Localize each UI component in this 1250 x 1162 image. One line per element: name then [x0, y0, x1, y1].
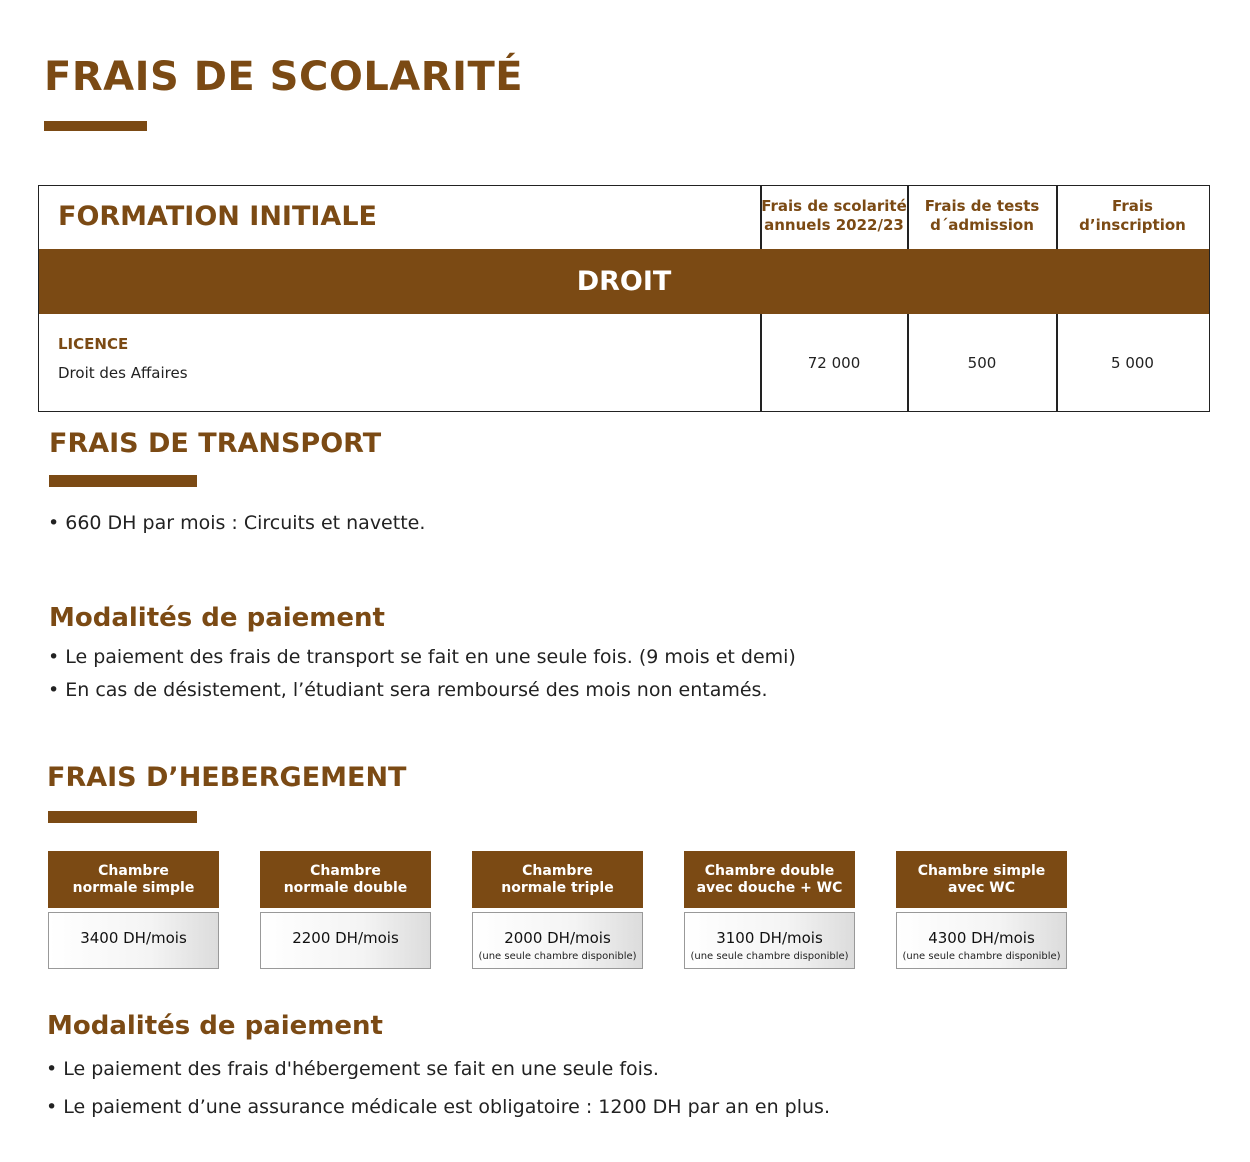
transport-line: • 660 DH par mois : Circuits et navette.: [48, 512, 426, 534]
room-card: [684, 851, 855, 969]
room-name: Chambre double avec douche + WC: [684, 851, 855, 908]
section-band: [39, 249, 1209, 314]
room-note: (une seule chambre disponible): [902, 951, 1061, 962]
room-card: [896, 851, 1067, 969]
housing-payment-line: • Le paiement des frais d'hébergement se fait en une seule fois.: [46, 1058, 659, 1080]
room-card: [48, 851, 219, 969]
room-price-box: [48, 912, 219, 969]
value-registration: 5 000: [1111, 354, 1154, 372]
housing-payment-line: • Le paiement d’une assurance médicale est obligatoire : 1200 DH par an en plus.: [46, 1096, 830, 1118]
room-price: 2000 DH/mois: [504, 929, 611, 947]
column-header-admission-tests: Frais de tests d´admission: [924, 197, 1040, 234]
transport-underline: [49, 475, 197, 487]
column-header-tuition: Frais de scolarité annuels 2022/23: [761, 197, 907, 234]
value-admission-tests: 500: [967, 354, 997, 372]
column-header-registration: Frais d’inscription: [1079, 197, 1186, 234]
transport-title: FRAIS DE TRANSPORT: [49, 428, 382, 459]
room-price-box: [684, 912, 855, 969]
housing-payment-title: Modalités de paiement: [47, 1011, 383, 1041]
transport-payment-line: • Le paiement des frais de transport se fait en une seule fois. (9 mois et demi): [48, 646, 796, 668]
room-name: Chambre simple avec WC: [896, 851, 1067, 908]
room-note: (une seule chambre disponible): [478, 951, 637, 962]
room-price-box: [260, 912, 431, 969]
room-price: 3400 DH/mois: [80, 929, 187, 947]
transport-payment-line: • En cas de désistement, l’étudiant sera remboursé des mois non entamés.: [48, 679, 768, 701]
room-price-box: [472, 912, 643, 969]
page-title: FRAIS DE SCOLARITÉ: [44, 54, 524, 100]
fees-table: [38, 185, 1210, 412]
room-price-box: [896, 912, 1067, 969]
housing-title: FRAIS D’HEBERGEMENT: [47, 762, 407, 793]
title-underline: [44, 121, 147, 131]
room-note: (une seule chambre disponible): [690, 951, 849, 962]
room-name: Chambre normale triple: [472, 851, 643, 908]
formation-label: FORMATION INITIALE: [58, 201, 377, 232]
room-name: Chambre normale simple: [48, 851, 219, 908]
room-card: [472, 851, 643, 969]
room-name: Chambre normale double: [260, 851, 431, 908]
room-price: 3100 DH/mois: [716, 929, 823, 947]
value-tuition: 72 000: [807, 354, 861, 372]
program-name: Droit des Affaires: [58, 364, 188, 382]
room-card: [260, 851, 431, 969]
section-label: DROIT: [576, 266, 672, 297]
transport-payment-title: Modalités de paiement: [49, 603, 385, 633]
room-price: 4300 DH/mois: [928, 929, 1035, 947]
housing-underline: [48, 811, 197, 823]
room-price: 2200 DH/mois: [292, 929, 399, 947]
level-label: LICENCE: [58, 335, 129, 353]
